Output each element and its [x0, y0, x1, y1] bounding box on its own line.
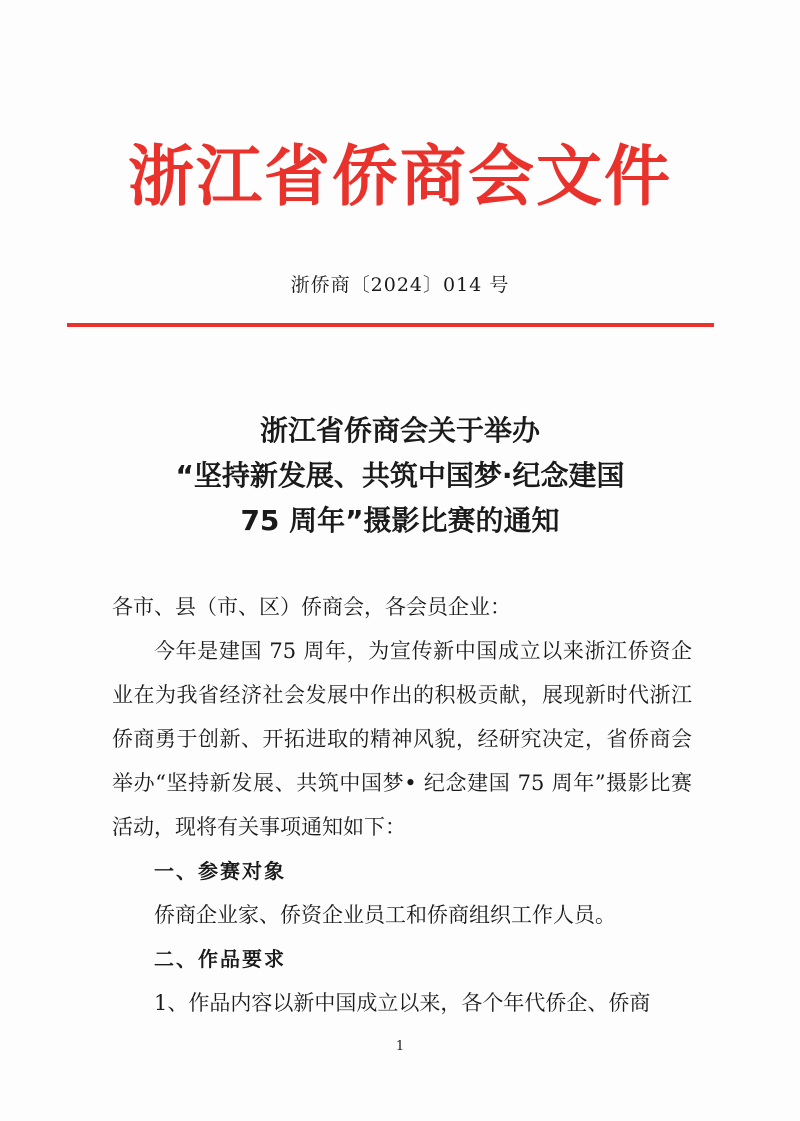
- page-number: 1: [395, 1039, 405, 1054]
- salutation: 各市、县（市、区）侨商会，各会员企业：: [112, 595, 511, 619]
- notice-title: [0, 408, 800, 543]
- red-divider-line: [67, 323, 714, 327]
- participants-paragraph: 侨商企业家、侨资企业员工和侨商组织工作人员。: [154, 903, 616, 927]
- notice-title-line-3: 75 周年”摄影比赛的通知: [240, 504, 560, 537]
- notice-title-line-1: 浙江省侨商会关于举办: [259, 414, 540, 447]
- document-header-title: 浙江省侨商会文件: [128, 138, 672, 215]
- document-number: 浙侨商〔2024〕014 号: [290, 274, 510, 296]
- intro-paragraph: 今年是建国 75 周年，为宣传新中国成立以来浙江侨资企业在为我省经济社会发展中作出的积极贡献，展现新时代浙江侨商勇于创新、开拓进取的精神风貌，经研究决定，省侨商会举办“坚持新发展、共筑中国梦• 纪念建国 75 周年”摄影比赛活动，现将有关事项通知如下：: [112, 639, 692, 839]
- section-heading-requirements: 二、作品要求: [154, 947, 286, 971]
- requirements-item-1: 1、作品内容以新中国成立以来，各个年代侨企、侨商: [154, 991, 651, 1015]
- notice-title-line-2: “坚持新发展、共筑中国梦·纪念建国: [175, 459, 625, 492]
- notice-body: [112, 585, 692, 1025]
- section-heading-participants: 一、参赛对象: [154, 859, 286, 883]
